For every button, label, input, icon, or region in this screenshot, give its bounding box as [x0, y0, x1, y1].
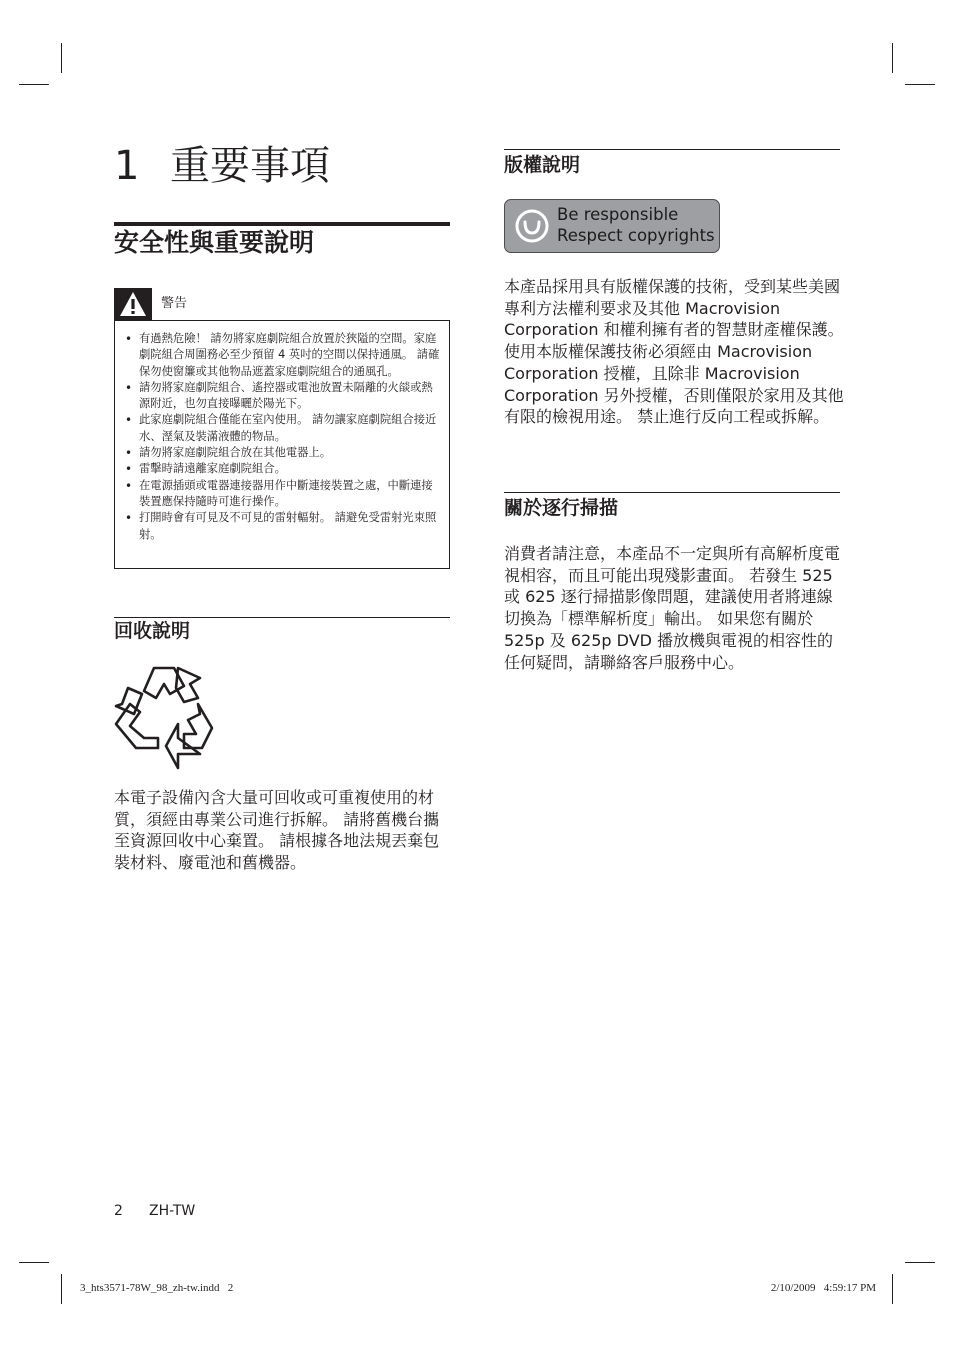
crop-mark [19, 84, 49, 85]
copyright-body: 本產品採用具有版權保護的技術，受到某些美國 專利方法權利要求及其他 Macrovision Corporation 和權利擁有者的智慧財產權保護。 使用本版權保護技術必須經由 Macrovision Corporation 授權，且除非 Macrovision Corporation 另外授權，否則僅限於家用及其他有限的檢視用途。 禁止進行反向工程或拆解。 [504, 277, 844, 427]
crop-mark [61, 1274, 62, 1304]
list-item: • 有過熱危險！ 請勿將家庭劇院組合放置於狹隘的空間。家庭劇院組合周圍務必至少預留 4 英吋的空間以保持通風。 請確保勿使窗簾或其他物品遮蓋家庭劇院組合的通風孔。 [123, 331, 441, 380]
crop-mark [905, 84, 935, 85]
copyright-icon [515, 209, 549, 247]
list-item: • 請勿將家庭劇院組合放在其他電器上。 [123, 445, 441, 461]
section-rule [504, 492, 840, 493]
section-rule [504, 149, 840, 150]
chapter-title [114, 140, 330, 192]
crop-mark [892, 43, 893, 73]
chapter-title-text: 重要事項 [170, 143, 330, 189]
warning-icon [114, 288, 152, 320]
list-item: • 打開時會有可見及不可見的雷射輻射。 請避免受雷射光束照射。 [123, 510, 441, 543]
recycling-heading: 回收說明 [114, 620, 191, 642]
warning-list [115, 321, 449, 543]
chapter-number: 1 [114, 143, 140, 189]
crop-mark [19, 1262, 49, 1263]
crop-mark [905, 1262, 935, 1263]
list-item: • 此家庭劇院組合僅能在室內使用。 請勿讓家庭劇院組合接近水、溼氣及裝滿液體的物品。 [123, 412, 441, 445]
warning-box [114, 320, 450, 569]
safety-heading: 安全性與重要說明 [114, 228, 315, 257]
copyright-heading: 版權說明 [504, 154, 581, 176]
badge-line-2: Respect copyrights [557, 226, 715, 245]
crop-mark [892, 1274, 893, 1304]
language-code: ZH-TW [149, 1203, 196, 1219]
list-item: • 請勿將家庭劇院組合、遙控器或電池放置未隔離的火燄或熱源附近，也勿直接曝曬於陽光下。 [123, 380, 441, 413]
section-rule [114, 222, 450, 226]
badge-line-1: Be responsible [557, 205, 679, 224]
warning-header [114, 288, 451, 320]
crop-mark [61, 43, 62, 73]
recycling-body: 本電子設備內含大量可回收或可重複使用的材質，須經由專業公司進行拆解。 請將舊機台攜至資源回收中心棄置。 請根據各地法規丟棄包裝材料、廢電池和舊機器。 [114, 788, 440, 873]
page-number: 2 [114, 1203, 123, 1219]
list-item: • 在電源插頭或電器連接器用作中斷連接裝置之處，中斷連接裝置應保持隨時可進行操作。 [123, 478, 441, 511]
warning-label: 警告 [161, 296, 188, 311]
list-item: • 雷擊時請遠離家庭劇院組合。 [123, 461, 441, 477]
timestamp-slug: 2/10/2009 4:59:17 PM [770, 1282, 876, 1294]
copyright-badge [504, 199, 720, 253]
file-slug: 3_hts3571-78W_98_zh-tw.indd 2 [80, 1282, 234, 1294]
progressive-body: 消費者請注意，本產品不一定與所有高解析度電視相容，而且可能出現殘影畫面。 若發生 525 或 625 逐行掃描影像問題，建議使用者將連線切換為「標準解析度」輸出。 如果您有關於 525p 及 625p DVD 播放機與電視的相容性的任何疑問，請聯絡客戶服務中心。 [504, 544, 841, 672]
progressive-heading: 關於逐行掃描 [504, 497, 619, 519]
recycle-icon [112, 664, 216, 774]
